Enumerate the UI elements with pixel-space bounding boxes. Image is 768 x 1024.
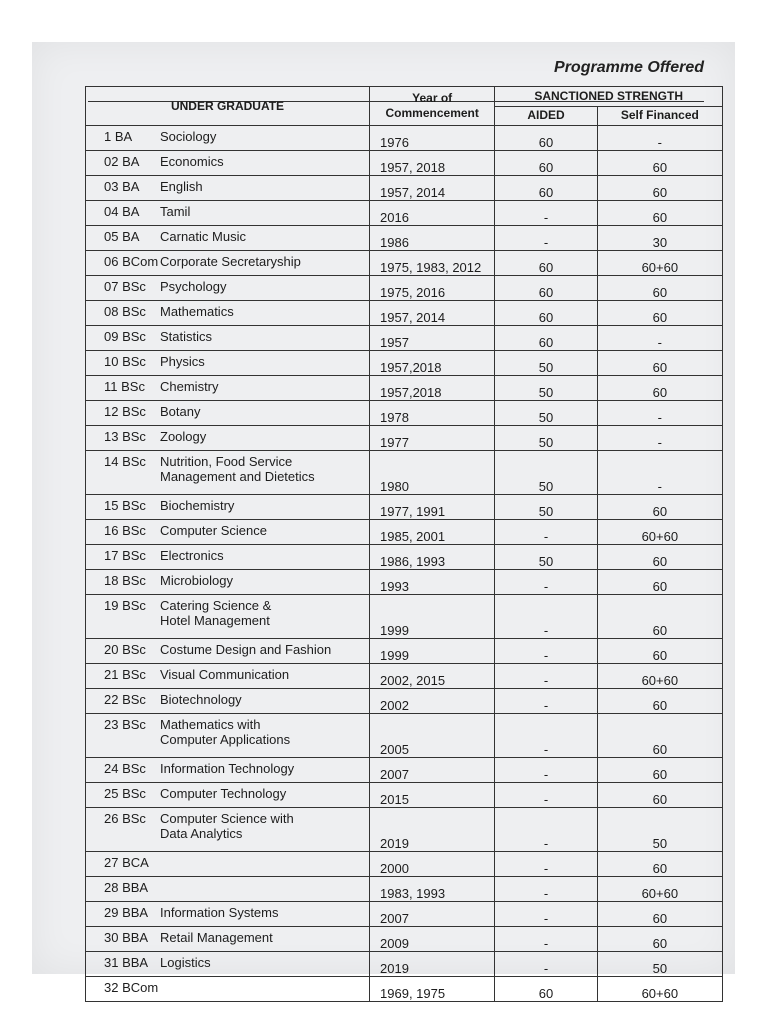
self-financed-cell: 50 bbox=[597, 808, 722, 852]
table-row bbox=[86, 451, 723, 495]
programme-number: 24 BSc bbox=[104, 761, 146, 776]
programme-number: 1 BA bbox=[104, 129, 133, 144]
programme-subject: Microbiology bbox=[160, 573, 233, 588]
programme-cell bbox=[86, 276, 370, 301]
programme-number: 30 BBA bbox=[104, 930, 149, 945]
programme-subject: Tamil bbox=[160, 204, 191, 219]
table-row bbox=[86, 495, 723, 520]
programme-subject: Carnatic Music bbox=[160, 229, 246, 244]
aided-cell: - bbox=[495, 595, 597, 639]
programme-cell bbox=[86, 545, 370, 570]
programme-subject: Information Systems bbox=[160, 905, 279, 920]
table-row bbox=[86, 595, 723, 639]
aided-cell: 50 bbox=[495, 495, 597, 520]
aided-cell: 60 bbox=[495, 151, 597, 176]
aided-cell: - bbox=[495, 226, 597, 251]
programme-cell bbox=[86, 451, 370, 495]
table-row bbox=[86, 226, 723, 251]
self-financed-cell: 60+60 bbox=[597, 977, 722, 1002]
year-cell: 2015 bbox=[370, 783, 495, 808]
programme-number: 23 BSc bbox=[104, 717, 146, 732]
document-page bbox=[32, 42, 735, 1001]
header-aided: AIDED bbox=[495, 106, 597, 126]
table-row bbox=[86, 326, 723, 351]
table-row bbox=[86, 570, 723, 595]
programme-cell bbox=[86, 689, 370, 714]
year-cell: 2009 bbox=[370, 927, 495, 952]
self-financed-cell: 60 bbox=[597, 714, 722, 758]
programme-subject: Visual Communication bbox=[160, 667, 290, 682]
programme-cell bbox=[86, 251, 370, 276]
programme-number: 29 BBA bbox=[104, 905, 149, 920]
year-cell: 2007 bbox=[370, 902, 495, 927]
header-year: Year of Commencement bbox=[370, 87, 495, 126]
aided-cell: 60 bbox=[495, 326, 597, 351]
programme-cell bbox=[86, 126, 370, 151]
table-row bbox=[86, 877, 723, 902]
table-row bbox=[86, 639, 723, 664]
programme-subject: Mathematics with bbox=[160, 717, 261, 732]
year-cell: 1957,2018 bbox=[370, 351, 495, 376]
programme-number: 07 BSc bbox=[104, 279, 146, 294]
programme-subject: Physics bbox=[160, 354, 205, 369]
self-financed-cell: 60 bbox=[597, 301, 722, 326]
self-financed-cell: 30 bbox=[597, 226, 722, 251]
year-cell: 1983, 1993 bbox=[370, 877, 495, 902]
table-row bbox=[86, 852, 723, 877]
programme-subject-line2: Management and Dietetics bbox=[160, 469, 315, 484]
self-financed-cell: 60 bbox=[597, 639, 722, 664]
year-cell: 2016 bbox=[370, 201, 495, 226]
programme-cell bbox=[86, 758, 370, 783]
programme-number: 08 BSc bbox=[104, 304, 146, 319]
aided-cell: 60 bbox=[495, 276, 597, 301]
programme-number: 22 BSc bbox=[104, 692, 146, 707]
self-financed-cell: 50 bbox=[597, 952, 722, 977]
aided-cell: 60 bbox=[495, 176, 597, 201]
table-row bbox=[86, 126, 723, 151]
programme-cell bbox=[86, 495, 370, 520]
document-title: Programme Offered bbox=[554, 59, 704, 76]
table-row bbox=[86, 401, 723, 426]
table-row bbox=[86, 977, 723, 1002]
self-financed-cell: 60 bbox=[597, 151, 722, 176]
table-row bbox=[86, 176, 723, 201]
programme-number: 12 BSc bbox=[104, 404, 146, 419]
self-financed-cell: 60 bbox=[597, 689, 722, 714]
table-body bbox=[86, 126, 723, 1002]
programme-cell bbox=[86, 326, 370, 351]
year-cell: 1957 bbox=[370, 326, 495, 351]
aided-cell: - bbox=[495, 808, 597, 852]
self-financed-cell: - bbox=[597, 451, 722, 495]
programme-number: 28 BBA bbox=[104, 880, 149, 895]
year-cell: 1957, 2014 bbox=[370, 301, 495, 326]
aided-cell: - bbox=[495, 852, 597, 877]
year-cell: 2007 bbox=[370, 758, 495, 783]
aided-cell: - bbox=[495, 201, 597, 226]
year-cell: 2019 bbox=[370, 808, 495, 852]
aided-cell: - bbox=[495, 664, 597, 689]
aided-cell: - bbox=[495, 689, 597, 714]
programme-number: 10 BSc bbox=[104, 354, 146, 369]
year-cell: 1957, 2018 bbox=[370, 151, 495, 176]
programme-subject-line2: Data Analytics bbox=[160, 826, 243, 841]
programme-cell bbox=[86, 301, 370, 326]
programme-subject: Information Technology bbox=[160, 761, 295, 776]
programme-cell bbox=[86, 639, 370, 664]
self-financed-cell: 60 bbox=[597, 495, 722, 520]
programme-cell bbox=[86, 570, 370, 595]
programme-number: 02 BA bbox=[104, 154, 140, 169]
programme-subject: Catering Science & bbox=[160, 598, 272, 613]
programme-subject: Statistics bbox=[160, 329, 213, 344]
year-cell: 1975, 2016 bbox=[370, 276, 495, 301]
programme-cell bbox=[86, 401, 370, 426]
programme-number: 26 BSc bbox=[104, 811, 146, 826]
programme-number: 09 BSc bbox=[104, 329, 146, 344]
year-cell: 1999 bbox=[370, 639, 495, 664]
programme-cell bbox=[86, 520, 370, 545]
table-row bbox=[86, 758, 723, 783]
aided-cell: - bbox=[495, 902, 597, 927]
year-cell: 1957, 2014 bbox=[370, 176, 495, 201]
year-cell: 2005 bbox=[370, 714, 495, 758]
aided-cell: 50 bbox=[495, 451, 597, 495]
header-self-financed: Self Financed bbox=[597, 106, 722, 126]
programme-number: 14 BSc bbox=[104, 454, 146, 469]
year-cell: 1977 bbox=[370, 426, 495, 451]
programme-number: 16 BSc bbox=[104, 523, 146, 538]
self-financed-cell: 60 bbox=[597, 570, 722, 595]
table-row bbox=[86, 783, 723, 808]
programme-cell bbox=[86, 426, 370, 451]
self-financed-cell: 60+60 bbox=[597, 251, 722, 276]
programme-number: 25 BSc bbox=[104, 786, 146, 801]
table-row bbox=[86, 351, 723, 376]
programme-number: 11 BSc bbox=[104, 379, 145, 394]
programme-cell bbox=[86, 783, 370, 808]
programme-subject: Costume Design and Fashion bbox=[160, 642, 332, 657]
year-cell: 1976 bbox=[370, 126, 495, 151]
self-financed-cell: 60 bbox=[597, 902, 722, 927]
year-cell: 1980 bbox=[370, 451, 495, 495]
programme-subject: Computer Technology bbox=[160, 786, 287, 801]
table-row bbox=[86, 545, 723, 570]
programme-cell bbox=[86, 151, 370, 176]
programme-cell bbox=[86, 952, 370, 977]
year-cell: 2002 bbox=[370, 689, 495, 714]
aided-cell: 60 bbox=[495, 977, 597, 1002]
aided-cell: - bbox=[495, 570, 597, 595]
programme-subject: Chemistry bbox=[160, 379, 219, 394]
self-financed-cell: 60+60 bbox=[597, 664, 722, 689]
programme-number: 04 BA bbox=[104, 204, 140, 219]
year-cell: 1969, 1975 bbox=[370, 977, 495, 1002]
table-row bbox=[86, 376, 723, 401]
programme-cell bbox=[86, 877, 370, 902]
table-row bbox=[86, 902, 723, 927]
table-row bbox=[86, 664, 723, 689]
year-cell: 1993 bbox=[370, 570, 495, 595]
programme-subject: Computer Science with bbox=[160, 811, 294, 826]
table-row bbox=[86, 689, 723, 714]
self-financed-cell: - bbox=[597, 126, 722, 151]
self-financed-cell: - bbox=[597, 426, 722, 451]
year-cell: 1957,2018 bbox=[370, 376, 495, 401]
header-programme: UNDER GRADUATE bbox=[86, 87, 370, 126]
programme-cell bbox=[86, 351, 370, 376]
aided-cell: 50 bbox=[495, 545, 597, 570]
programme-cell bbox=[86, 595, 370, 639]
aided-cell: - bbox=[495, 758, 597, 783]
year-cell: 1999 bbox=[370, 595, 495, 639]
self-financed-cell: 60 bbox=[597, 201, 722, 226]
self-financed-cell: 60 bbox=[597, 276, 722, 301]
programme-table bbox=[85, 86, 723, 1002]
aided-cell: 60 bbox=[495, 126, 597, 151]
programme-subject-line2: Hotel Management bbox=[160, 613, 270, 628]
programme-number: 20 BSc bbox=[104, 642, 146, 657]
table-row bbox=[86, 276, 723, 301]
programme-number: 21 BSc bbox=[104, 667, 146, 682]
self-financed-cell: 60 bbox=[597, 927, 722, 952]
self-financed-cell: 60 bbox=[597, 351, 722, 376]
self-financed-cell: 60 bbox=[597, 758, 722, 783]
programme-subject: Zoology bbox=[160, 429, 207, 444]
programme-cell bbox=[86, 226, 370, 251]
self-financed-cell: 60 bbox=[597, 595, 722, 639]
aided-cell: - bbox=[495, 714, 597, 758]
self-financed-cell: 60 bbox=[597, 376, 722, 401]
year-cell: 2000 bbox=[370, 852, 495, 877]
year-cell: 2019 bbox=[370, 952, 495, 977]
programme-subject: Electronics bbox=[160, 548, 224, 563]
table-row bbox=[86, 714, 723, 758]
programme-subject: Mathematics bbox=[160, 304, 234, 319]
table-row bbox=[86, 952, 723, 977]
programme-subject: Corporate Secretaryship bbox=[160, 254, 301, 269]
aided-cell: 50 bbox=[495, 376, 597, 401]
aided-cell: - bbox=[495, 877, 597, 902]
programme-cell bbox=[86, 176, 370, 201]
programme-subject: Sociology bbox=[160, 129, 217, 144]
programme-subject: Logistics bbox=[160, 955, 211, 970]
programme-cell bbox=[86, 201, 370, 226]
table-row bbox=[86, 251, 723, 276]
table-row bbox=[86, 201, 723, 226]
programme-subject: English bbox=[160, 179, 203, 194]
aided-cell: 50 bbox=[495, 426, 597, 451]
programme-number: 06 BCom bbox=[104, 254, 159, 269]
programme-subject-line2: Computer Applications bbox=[160, 732, 291, 747]
table-row bbox=[86, 301, 723, 326]
programme-subject: Economics bbox=[160, 154, 224, 169]
self-financed-cell: 60 bbox=[597, 852, 722, 877]
aided-cell: - bbox=[495, 927, 597, 952]
self-financed-cell: 60 bbox=[597, 545, 722, 570]
table-row bbox=[86, 808, 723, 852]
table-row bbox=[86, 426, 723, 451]
year-cell: 1985, 2001 bbox=[370, 520, 495, 545]
programme-number: 13 BSc bbox=[104, 429, 146, 444]
year-cell: 2002, 2015 bbox=[370, 664, 495, 689]
header-sanctioned-strength: SANCTIONED STRENGTH bbox=[495, 87, 723, 107]
programme-cell bbox=[86, 927, 370, 952]
aided-cell: - bbox=[495, 783, 597, 808]
aided-cell: 50 bbox=[495, 401, 597, 426]
programme-number: 27 BCA bbox=[104, 855, 149, 870]
self-financed-cell: 60 bbox=[597, 783, 722, 808]
self-financed-cell: 60 bbox=[597, 176, 722, 201]
programme-number: 31 BBA bbox=[104, 955, 149, 970]
self-financed-cell: - bbox=[597, 401, 722, 426]
self-financed-cell: 60+60 bbox=[597, 520, 722, 545]
year-cell: 1978 bbox=[370, 401, 495, 426]
programme-number: 15 BSc bbox=[104, 498, 146, 513]
programme-number: 19 BSc bbox=[104, 598, 146, 613]
table-row bbox=[86, 927, 723, 952]
programme-cell bbox=[86, 808, 370, 852]
programme-subject: Biotechnology bbox=[160, 692, 242, 707]
programme-subject: Retail Management bbox=[160, 930, 273, 945]
aided-cell: 60 bbox=[495, 301, 597, 326]
programme-subject: Computer Science bbox=[160, 523, 267, 538]
programme-table-container bbox=[85, 86, 723, 1002]
programme-subject: Nutrition, Food Service bbox=[160, 454, 293, 469]
programme-cell bbox=[86, 664, 370, 689]
programme-cell bbox=[86, 977, 370, 1002]
aided-cell: - bbox=[495, 639, 597, 664]
programme-cell bbox=[86, 376, 370, 401]
programme-number: 18 BSc bbox=[104, 573, 146, 588]
table-row bbox=[86, 520, 723, 545]
programme-subject: Botany bbox=[160, 404, 201, 419]
year-cell: 1986 bbox=[370, 226, 495, 251]
programme-number: 03 BA bbox=[104, 179, 140, 194]
year-cell: 1975, 1983, 2012 bbox=[370, 251, 495, 276]
table-row bbox=[86, 151, 723, 176]
aided-cell: 50 bbox=[495, 351, 597, 376]
programme-subject: Psychology bbox=[160, 279, 227, 294]
programme-number: 32 BCom bbox=[104, 980, 159, 995]
year-cell: 1986, 1993 bbox=[370, 545, 495, 570]
year-cell: 1977, 1991 bbox=[370, 495, 495, 520]
aided-cell: - bbox=[495, 952, 597, 977]
programme-subject: Biochemistry bbox=[160, 498, 235, 513]
aided-cell: 60 bbox=[495, 251, 597, 276]
programme-cell bbox=[86, 902, 370, 927]
programme-number: 17 BSc bbox=[104, 548, 146, 563]
aided-cell: - bbox=[495, 520, 597, 545]
programme-cell bbox=[86, 852, 370, 877]
programme-cell bbox=[86, 714, 370, 758]
programme-number: 05 BA bbox=[104, 229, 140, 244]
self-financed-cell: 60+60 bbox=[597, 877, 722, 902]
self-financed-cell: - bbox=[597, 326, 722, 351]
